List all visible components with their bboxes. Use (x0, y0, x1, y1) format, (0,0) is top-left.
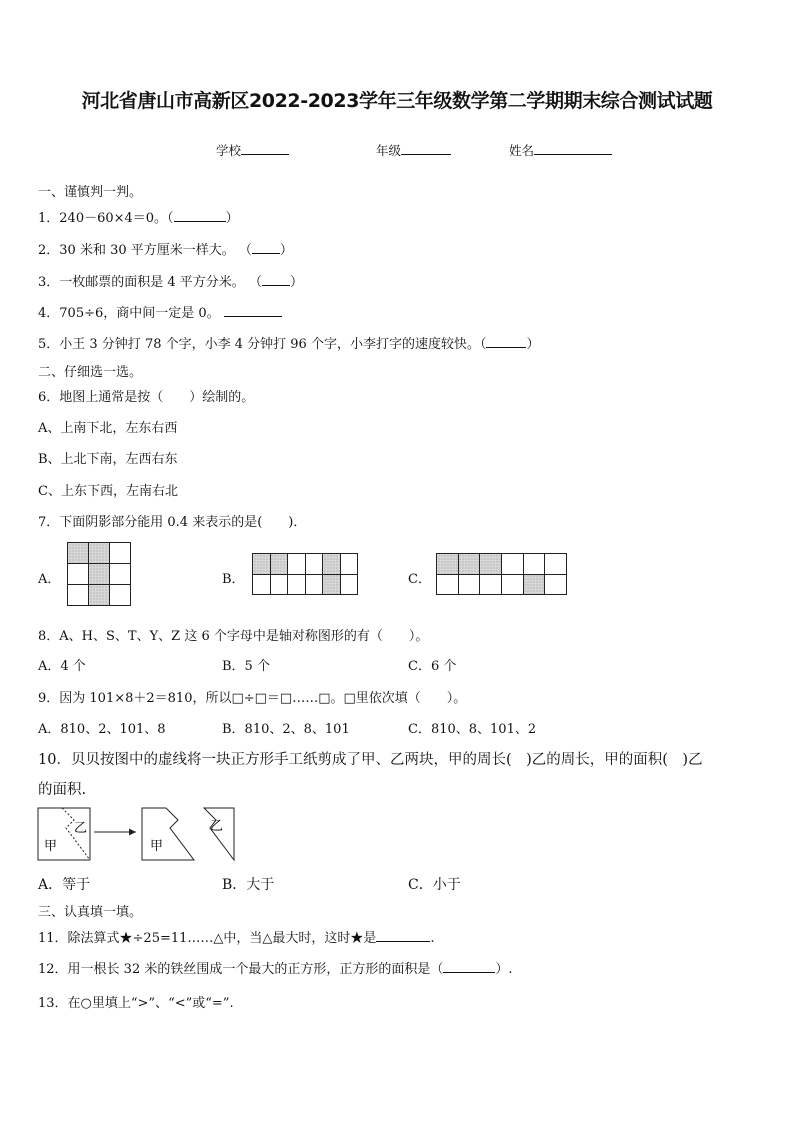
option-a[interactable]: A． (38, 572, 61, 587)
option-b[interactable]: B． (222, 572, 245, 587)
page-title: 河北省唐山市高新区2022-2023学年三年级数学第二学期期末综合测试试题 (81, 90, 713, 112)
section-heading-judge: 一、谨慎判一判。 (38, 185, 143, 200)
question-10: 10．贝贝按图中的虚线将一块正方形手工纸剪成了甲、乙两块，甲的周长( )乙的周长，甲的面积( )乙 (38, 752, 703, 768)
school-blank[interactable] (241, 142, 289, 155)
option-a[interactable]: A、上南下北，左东右西 (38, 421, 178, 436)
question-3 (38, 271, 303, 290)
grid-figure-c (436, 553, 567, 595)
school-field (216, 141, 289, 159)
option-c[interactable]: C．810、8、101、2 (408, 722, 537, 737)
label-jia: 甲 (44, 839, 58, 854)
option-b[interactable]: B．5 个 (222, 659, 270, 674)
question-12 (38, 958, 513, 977)
question-9: 9．因为 101×8＋2＝810，所以□÷□＝□……□。□里依次填（ ）。 (38, 691, 467, 706)
question-11-text: 11．除法算式★÷25=11……△中，当△最大时，这时★是 (38, 931, 377, 946)
grade-label: 年级 (376, 143, 402, 158)
grid-figure-a (67, 542, 131, 606)
option-b[interactable]: B、上北下南，左西右东 (38, 452, 178, 467)
question-1-text: 1．240－60×4＝0。（ (38, 211, 174, 226)
option-b[interactable]: B．大于 (222, 877, 275, 893)
option-b[interactable]: B．810、2、8、101 (222, 722, 350, 737)
answer-blank[interactable] (224, 304, 282, 317)
paren-close: ） (279, 243, 293, 258)
question-1 (38, 207, 239, 226)
question-13: 13．在○里填上“>”、“<”或“=”. (38, 996, 234, 1011)
question-8: 8．A、H、S、T、Y、Z 这 6 个字母中是轴对称图形的有（ ）。 (38, 629, 429, 644)
question-10-line2: 的面积. (38, 782, 87, 798)
school-label: 学校 (216, 143, 242, 158)
option-c[interactable]: C、上东下西，左南右北 (38, 484, 178, 499)
paren-close: ） (289, 275, 303, 290)
label-yi: 乙 (74, 821, 88, 836)
option-c[interactable]: C． (408, 572, 431, 587)
option-c[interactable]: C．6 个 (408, 659, 457, 674)
paper-cut-figure (36, 806, 246, 862)
question-6: 6．地图上通常是按（ ）绘制的。 (38, 390, 255, 405)
answer-blank[interactable] (376, 929, 430, 942)
arrow-icon (129, 829, 136, 836)
grade-blank[interactable] (401, 142, 451, 155)
name-blank[interactable] (534, 142, 612, 155)
question-12-text: 12．用一根长 32 米的铁丝围成一个最大的正方形，正方形的面积是（ (38, 962, 444, 977)
question-4 (38, 302, 282, 321)
paren-close: ） (225, 211, 239, 226)
paren-close: ）. (495, 962, 513, 977)
name-field (509, 141, 612, 159)
answer-blank[interactable] (174, 209, 226, 222)
paren-close: ） (526, 337, 540, 352)
question-2-text: 2．30 米和 30 平方厘米一样大。 （ (38, 243, 252, 258)
question-5 (38, 333, 539, 352)
question-3-text: 3．一枚邮票的面积是 4 平方分米。 （ (38, 275, 262, 290)
question-4-text: 4．705÷6，商中间一定是 0。 (38, 306, 220, 321)
question-7: 7．下面阴影部分能用 0.4 来表示的是( )． (38, 515, 307, 530)
question-11 (38, 927, 435, 946)
section-heading-choose: 二、仔细选一选。 (38, 365, 143, 380)
option-c[interactable]: C．小于 (408, 877, 461, 893)
option-a[interactable]: A．810、2、101、8 (38, 722, 166, 737)
grid-figure-b (252, 553, 358, 595)
option-a[interactable]: A．等于 (38, 877, 91, 893)
name-label: 姓名 (509, 143, 535, 158)
option-a[interactable]: A．4 个 (38, 659, 86, 674)
question-5-text: 5．小王 3 分钟打 78 个字，小李 4 分钟打 96 个字，小李打字的速度较快。（ (38, 337, 487, 352)
period: . (430, 931, 435, 946)
answer-blank[interactable] (486, 335, 526, 348)
section-heading-fill: 三、认真填一填。 (38, 905, 143, 920)
answer-blank[interactable] (252, 241, 280, 254)
answer-blank[interactable] (443, 960, 495, 973)
label-yi: 乙 (210, 819, 224, 834)
grade-field (376, 141, 451, 159)
question-2 (38, 239, 293, 258)
label-jia: 甲 (150, 839, 164, 854)
answer-blank[interactable] (262, 273, 290, 286)
